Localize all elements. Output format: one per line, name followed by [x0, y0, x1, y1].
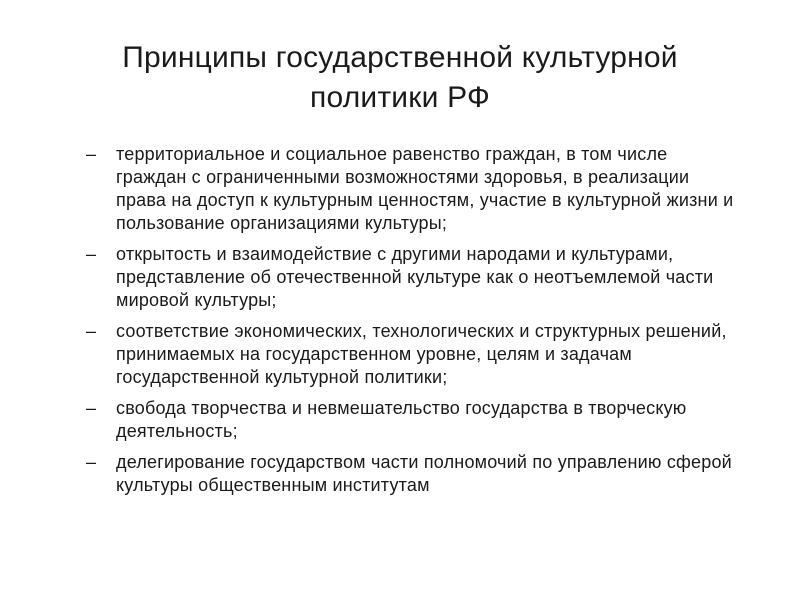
dash-bullet-icon: –: [86, 244, 97, 264]
dash-bullet-icon: –: [86, 452, 97, 472]
list-item: [86, 320, 736, 389]
dash-bullet-icon: –: [86, 144, 97, 164]
slide-title: Принципы государственной культурной политики РФ: [122, 41, 678, 114]
list-item: [86, 243, 736, 312]
list-item-text: соответствие экономических, технологических и структурных решений, принимаемых на государственном уровне, целям и задачам государственной культурной политики;: [116, 321, 727, 387]
list-item-text: открытость и взаимодействие с другими народами и культурами, представление об отечественной культуре как о неотъемлемой части мировой культуры;: [116, 244, 714, 310]
list-item-text: территориальное и социальное равенство граждан, в том числе граждан с ограниченными возможностями здоровья, в реализации права на доступ к культурным ценностям, участие в культурной жизни и пользование организациями культуры;: [116, 144, 734, 233]
bullet-list: [86, 143, 736, 505]
list-item-text: делегирование государством части полномочий по управлению сферой культуры общественным институтам: [116, 452, 732, 495]
list-item: [86, 397, 736, 443]
list-item: [86, 143, 736, 235]
dash-bullet-icon: –: [86, 398, 97, 418]
list-item-text: свобода творчества и невмешательство государства в творческую деятельность;: [116, 398, 687, 441]
list-item: [86, 451, 736, 497]
dash-bullet-icon: –: [86, 321, 97, 341]
